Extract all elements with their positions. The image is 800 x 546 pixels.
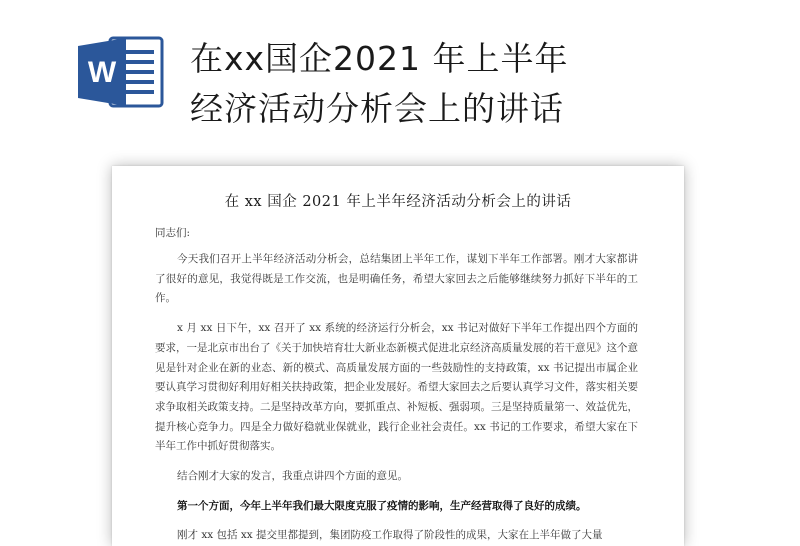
document-salutation: 同志们: <box>155 227 191 239</box>
paragraph: 刚才 xx 包括 xx 提交里都提到，集团防疫工作取得了阶段性的成果，大家在上半年做了大量 <box>177 529 603 542</box>
page-title-line2: 经济活动分析会上的讲话 <box>190 89 564 128</box>
document-title: 在 xx 国企 2021 年上半年经济活动分析会上的讲话 <box>224 194 572 210</box>
page-title <box>190 34 750 134</box>
word-icon-letter: W <box>87 56 117 89</box>
paragraph: x 月 xx 日下午，xx 召开了 xx 系统的经济运行分析会，xx 书记对做好下半年工作提出四个方面的要求，一是北京市出台了《关于加快培育壮大新业态新模式促进北京经济高质量发展的若干意见》这个意见是针对企业在新的业态、新的模式、高质量发展方面的一些鼓励性的支持政策，xx 书记提出市属企业要认真学习贯彻好利用好相关扶持政策，把企业发展好。希望大家回去之后要认真学习文件，落实相关要求争取相关政策支持。二是坚持改革方向，要抓重点、补短板、强弱项。三是坚持质量第一、效益优先，提升核心竞争力。四是全力做好稳就业保就业，践行企业社会责任。xx 书记的工作要求，希望大家在下半年工作中抓好贯彻落实。 <box>155 322 638 453</box>
paragraph: 今天我们召开上半年经济活动分析会，总结集团上半年工作，谋划下半年工作部署。刚才大家都讲了很好的意见，我觉得既是工作交流，也是明确任务，希望大家回去之后能够继续努力抓好下半年的工作。 <box>155 253 638 305</box>
document-page <box>112 166 684 546</box>
page-title-line1: 在xx国企2021 年上半年 <box>190 39 569 78</box>
paragraph-bold: 第一个方面，今年上半年我们最大限度克服了疫情的影响，生产经营取得了良好的成绩。 <box>177 499 587 512</box>
word-icon <box>76 34 166 110</box>
paragraph: 结合刚才大家的发言，我重点讲四个方面的意见。 <box>177 470 408 483</box>
